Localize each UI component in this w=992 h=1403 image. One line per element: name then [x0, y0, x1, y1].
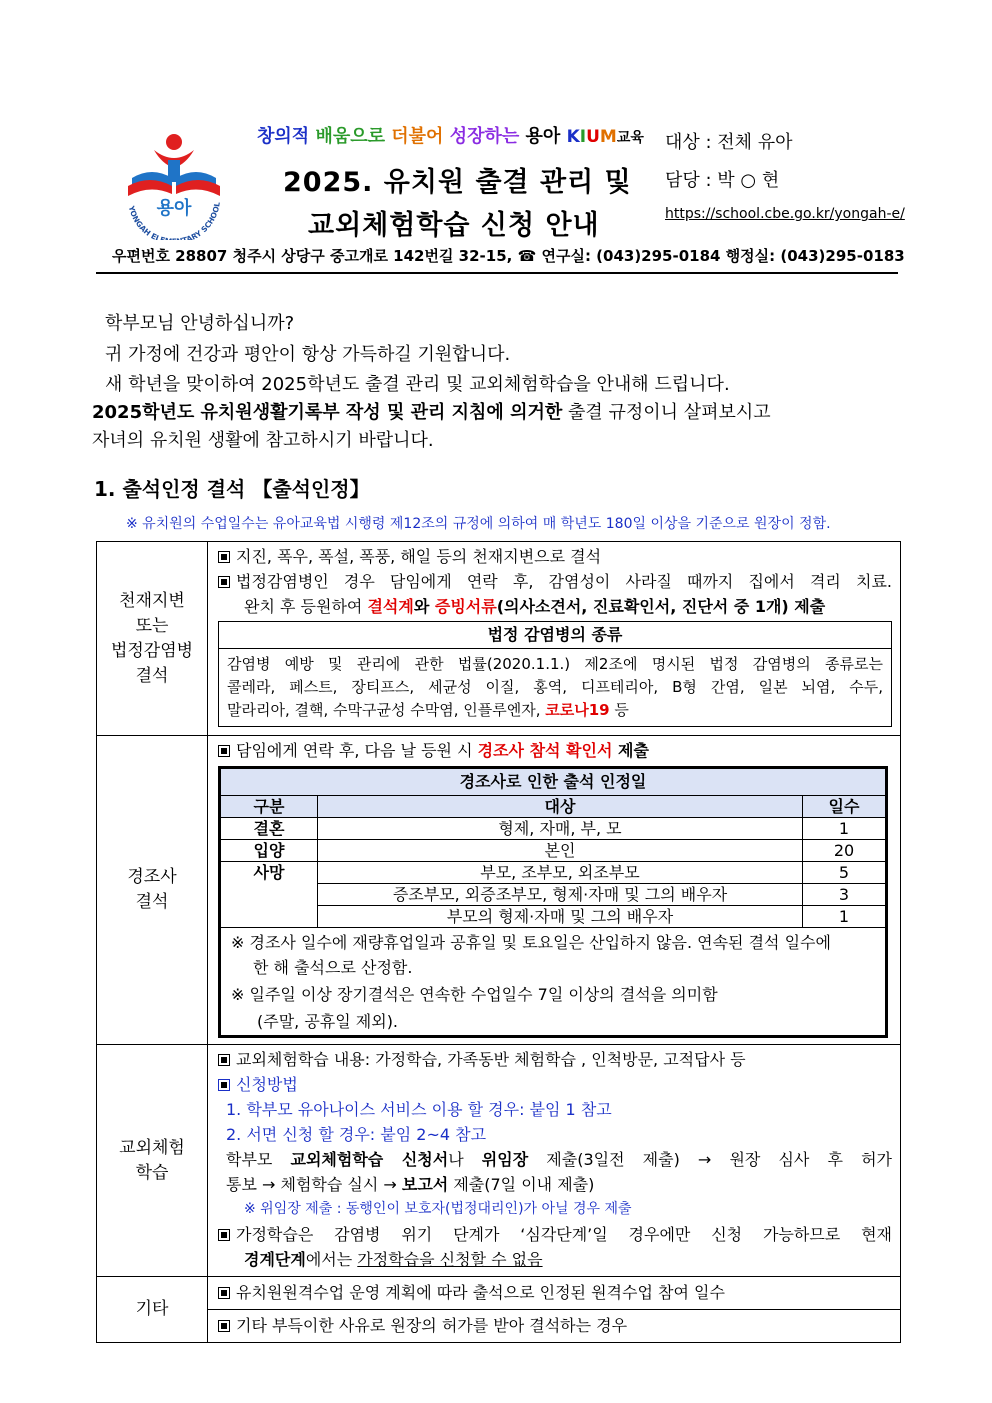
- square-bullet-icon: [218, 576, 230, 588]
- family-content: [208, 736, 901, 1045]
- category-disaster: 천재지변 또는 법정감염병 결석: [97, 542, 208, 736]
- disaster-bullet-1: 지진, 폭우, 폭설, 폭풍, 해일 등의 천재지변으로 결석: [218, 544, 892, 569]
- page-title-line1: 2025. 유치원 출결 관리 및: [283, 167, 632, 198]
- field-bullet-2: 신청방법: [218, 1072, 892, 1097]
- col-type: 구분: [221, 796, 318, 818]
- field-bullet-3: 가정학습은 감염병 위기 단계가 ‘심각단계’일 경우에만 신청 가능하므로 현재: [218, 1222, 892, 1247]
- disaster-content: [208, 542, 901, 736]
- category-field-trip: 교외체험 학습: [97, 1045, 208, 1277]
- page-title-line2: 교외체험학습 신청 안내: [308, 210, 600, 241]
- slogan-segment: I: [579, 127, 587, 147]
- family-days-table: [220, 768, 886, 1036]
- field-procedure-2: 통보 → 체험학습 실시 → 보고서 제출(7일 이내 제출): [226, 1175, 595, 1194]
- logo-ring-text: YONGAH ELE ARY SCHOOL: [126, 201, 222, 240]
- field-method-1: 1. 학부모 유아나이스 서비스 이용 할 경우: 붙임 1 참고: [226, 1100, 612, 1119]
- family-bullet-1: 담임에게 연락 후, 다음 날 등원 시 경조사 참석 확인서 제출: [218, 738, 892, 763]
- slogan-segment: 성장하는: [449, 126, 526, 147]
- disaster-bullet-2: 법정감염병인 경우 담임에게 연락 후, 감염성이 사라질 때까지 집에서 격리 치료.: [218, 569, 892, 594]
- school-url-link[interactable]: https://school.cbe.go.kr/yongah-e/: [665, 206, 905, 222]
- school-logo: [118, 128, 230, 240]
- table-row: 입양 본인 20: [221, 840, 886, 862]
- family-notes: ※ 경조사 일수에 재량휴업일과 공휴일 및 토요일은 산입하지 않음. 연속된 결석 일수에 한 해 출석으로 산정함. ※ 일주일 이상 장기결석은 연속한 수업일수 7일 이상의 결석을 의미함 (주말, 공휴일 제외).: [221, 928, 886, 1036]
- square-bullet-icon: [218, 1320, 230, 1332]
- table-row: 증조부모, 외증조부모, 형제·자매 및 그의 배우자 3: [221, 884, 886, 906]
- square-bullet-icon: [218, 1079, 230, 1091]
- table-row: 결혼 형제, 자매, 부, 모 1: [221, 818, 886, 840]
- category-family: 경조사 결석: [97, 736, 208, 1045]
- slogan-segment: U: [586, 127, 600, 147]
- target-label: 대상 : 전체 유아: [665, 132, 793, 153]
- disaster-bullet-2-cont: 완치 후 등원하여 결석계와 증빙서류(의사소견서, 진료확인서, 진단서 중 1개) 제출: [244, 597, 826, 616]
- field-bullet-3-cont: 경계단계에서는 가정학습을 신청할 수 없음: [244, 1250, 543, 1269]
- intro-guideline: [92, 398, 771, 424]
- other-item-2: 기타 부득이한 사유로 원장의 허가를 받아 결석하는 경우: [208, 1310, 901, 1343]
- infection-types-box: [218, 621, 892, 727]
- square-bullet-icon: [218, 551, 230, 563]
- header-divider: [96, 272, 898, 274]
- slogan-segment: 교육: [616, 130, 644, 146]
- col-days: 일수: [803, 796, 886, 818]
- square-bullet-icon: [218, 1287, 230, 1299]
- slogan-segment: K: [566, 127, 580, 147]
- field-procedure-1: 학부모 교외체험학습 신청서나 위임장 제출(3일전 제출) → 원장 심사 후 허가: [226, 1150, 892, 1169]
- slogan-segment: 용아: [525, 126, 567, 147]
- square-bullet-icon: [218, 1229, 230, 1241]
- person-in-charge: 담당 : 박 ○ 현: [665, 170, 780, 191]
- row-other-1: [97, 1277, 901, 1310]
- row-other-2: [97, 1310, 901, 1343]
- section-note: ※ 유치원의 수업일수는 유아교육법 시행령 제12조의 규정에 의하여 매 학년도 180일 이상을 기준으로 원장이 정함.: [126, 516, 831, 532]
- intro-greeting: 학부모님 안녕하십니까?: [105, 313, 295, 334]
- category-other: 기타: [97, 1277, 208, 1343]
- school-slogan: [257, 122, 644, 148]
- intro-guideline-bold: 2025학년도 유치원생활기록부 작성 및 관리 지침에 의거한: [92, 402, 563, 423]
- table-row: 사망 부모, 조부모, 외조부모 5: [221, 862, 886, 884]
- intro-closing: 자녀의 유치원 생활에 참고하시기 바랍니다.: [92, 430, 434, 451]
- school-address: 우편번호 28807 청주시 상당구 중고개로 142번길 32-15, ☎ 연구실: (043)295-0184 행정실: (043)295-0183: [112, 247, 905, 265]
- attendance-table: [96, 541, 901, 1343]
- intro-announce: 새 학년을 맞이하여 2025학년도 출결 관리 및 교외체험학습을 안내해 드립니다.: [105, 374, 730, 395]
- intro-wish: 귀 가정에 건강과 평안이 항상 가득하길 기원합니다.: [105, 344, 511, 365]
- col-target: 대상: [318, 796, 803, 818]
- slogan-segment: 배움으로: [315, 126, 392, 147]
- family-table-title: 경조사로 인한 출석 인정일: [221, 769, 886, 796]
- row-disaster: [97, 542, 901, 736]
- other-item-1: 유치원원격수업 운영 계획에 따라 출석으로 인정된 원격수업 참여 일수: [208, 1277, 901, 1310]
- logo-text: 용아: [156, 198, 192, 219]
- infection-types-body: 감염병 예방 및 관리에 관한 법률(2020.1.1.) 제2조에 명시된 법정 감염병의 종류로는 콜레라, 페스트, 장티프스, 세균성 이질, 홍역, 디프테리아, B형 간염, 일본 뇌염, 수두, 말라리아, 결핵, 수막구균성 수막염, 인플루엔자, 코로나19 등: [227, 655, 883, 719]
- square-bullet-icon: [218, 1054, 230, 1066]
- intro-guideline-rest: 출결 규정이니 살펴보시고: [562, 402, 771, 423]
- row-field-trip: [97, 1045, 901, 1277]
- section-title: 1. 출석인정 결석 【출석인정】: [94, 477, 370, 501]
- field-method-2: 2. 서면 신청 할 경우: 붙임 2~4 참고: [226, 1125, 487, 1144]
- slogan-segment: 더불어: [391, 126, 450, 147]
- row-family: [97, 736, 901, 1045]
- infection-types-title: 법정 감염병의 종류: [219, 622, 891, 649]
- field-bullet-1: 교외체험학습 내용: 가정학습, 가족동반 체험학습 , 인척방문, 고적답사 등: [218, 1047, 892, 1072]
- family-days-table-box: [218, 766, 888, 1038]
- table-row: 부모의 형제·자매 및 그의 배우자 1: [221, 906, 886, 928]
- square-bullet-icon: [218, 745, 230, 757]
- field-trip-content: [208, 1045, 901, 1277]
- slogan-segment: 창의적: [257, 126, 316, 147]
- field-proxy-note: ※ 위임장 제출 : 동행인이 보호자(법정대리인)가 아닐 경우 제출: [244, 1201, 632, 1217]
- slogan-segment: M: [599, 127, 617, 147]
